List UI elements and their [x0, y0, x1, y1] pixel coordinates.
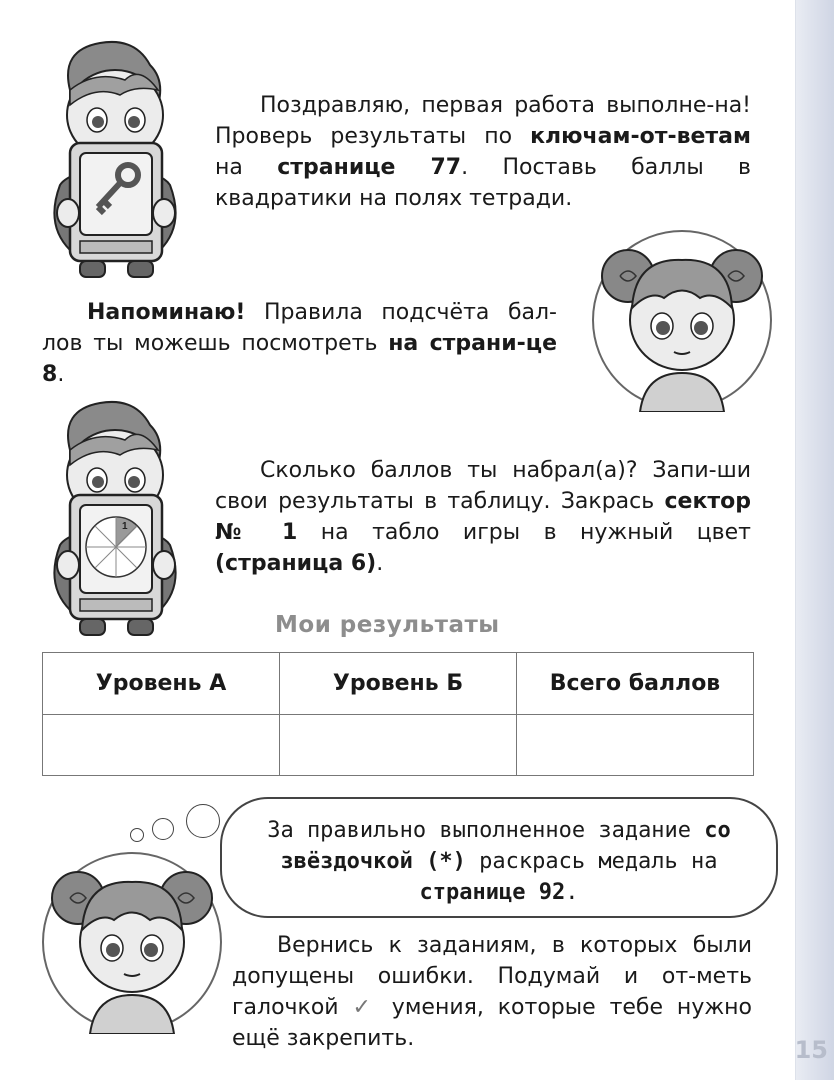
thought-dot-large: [186, 804, 220, 838]
bubble-bold-star: со звёздочкой (*): [280, 818, 731, 874]
scores-paragraph: [215, 455, 751, 579]
intro-text-2: на: [215, 155, 278, 180]
table-row: [43, 715, 754, 776]
final-text-2: умения, которые тебе нужно ещё закрепить.: [232, 995, 753, 1051]
scores-bold-page: (страница 6): [215, 551, 377, 576]
bubble-text-3: .: [565, 880, 579, 905]
intro-paragraph: [215, 90, 751, 214]
final-paragraph: [232, 930, 752, 1054]
boy-with-board-illustration: [40, 395, 190, 645]
page-number: 15: [794, 1036, 828, 1064]
intro-bold-answers: ключам-от-ветам: [530, 124, 751, 149]
results-title: Мои результаты: [275, 612, 500, 638]
girl-circle-illustration-top: [590, 228, 774, 412]
board-sector-number: 1: [122, 521, 128, 532]
reminder-bold-page: на страни-це 8: [42, 331, 557, 387]
cell-level-a[interactable]: [43, 715, 280, 776]
bubble-text-1: За правильно выполненное задание: [267, 818, 705, 843]
reminder-paragraph: [42, 297, 557, 390]
thought-bubble: [220, 797, 778, 918]
bubble-text-2: раскрась медаль на: [465, 849, 718, 874]
header-total: Всего баллов: [517, 653, 754, 715]
intro-text-1: Поздравляю, первая работа выполне-на! Проверь результаты по: [215, 93, 751, 149]
page-edge-decoration: [795, 0, 834, 1080]
checkmark-icon: ✓: [352, 995, 378, 1020]
scores-text-2: на табло игры в нужный цвет: [297, 520, 751, 545]
scores-text-1: Сколько баллов ты набрал(а)? Запи-ши свои результаты в таблицу. Закрась: [215, 458, 751, 514]
header-level-a: Уровень А: [43, 653, 280, 715]
intro-bold-page: странице 77: [277, 155, 462, 180]
reminder-text-1: Правила подсчёта бал-лов ты можешь посмотреть: [42, 300, 557, 356]
results-table: [42, 652, 754, 776]
boy-with-key-illustration: [40, 35, 190, 285]
bubble-bold-page: странице 92: [419, 880, 566, 905]
thought-dot-small: [130, 828, 144, 842]
cell-total[interactable]: [517, 715, 754, 776]
table-header-row: [43, 653, 754, 715]
final-text-1: Вернись к заданиям, в которых были допущены ошибки. Подумай и от-меть галочкой: [232, 933, 752, 1020]
scores-bold-sector: сектор № 1: [215, 489, 751, 545]
reminder-bold-label: Напоминаю!: [87, 300, 246, 325]
reminder-text-2: .: [57, 362, 65, 387]
bubble-text: [222, 815, 776, 908]
cell-level-b[interactable]: [280, 715, 517, 776]
header-level-b: Уровень Б: [280, 653, 517, 715]
scores-text-3: .: [376, 551, 384, 576]
intro-text-3: . Поставь баллы в квадратики на полях тетради.: [215, 155, 752, 211]
thought-dot-medium: [152, 818, 174, 840]
girl-circle-illustration-bottom: [40, 850, 224, 1034]
